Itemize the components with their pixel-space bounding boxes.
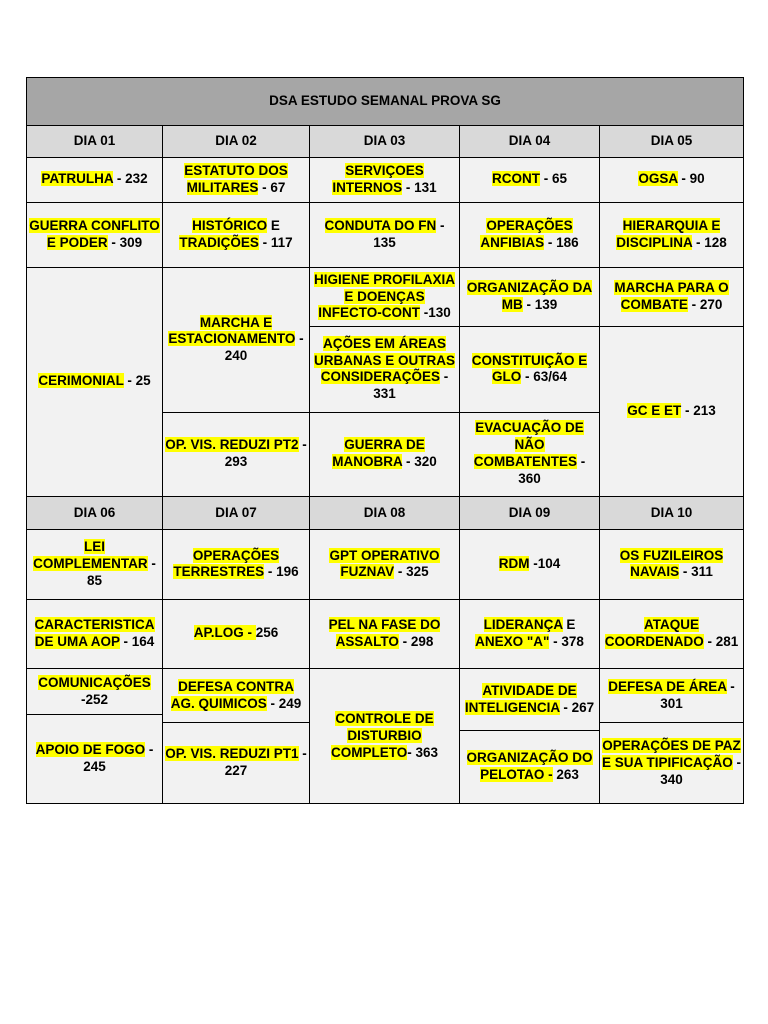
topic-cell: [460, 202, 600, 267]
topic-name: CONDUTA DO FN: [324, 217, 437, 233]
page-number: 256: [255, 625, 279, 641]
page-number: - 85: [86, 556, 156, 588]
topic-cell: [460, 157, 600, 202]
page-number: - 309: [107, 234, 143, 250]
topic-cell: [600, 669, 744, 723]
topic-name: OPERAÇÕES DE PAZ E SUA TIPIFICAÇÃO: [602, 737, 741, 770]
page-number: - 378: [549, 633, 584, 649]
topic-name: RDM: [498, 556, 530, 572]
topic-cell: [163, 669, 310, 723]
page-number: - 131: [402, 179, 437, 195]
topic-cell: [310, 530, 460, 599]
page-number: - 227: [224, 746, 307, 779]
topic-cell: [460, 327, 600, 413]
topic-name: GUERRA DE MANOBRA: [332, 437, 425, 470]
topic-name: HIERARQUIA E DISCIPLINA: [616, 217, 721, 250]
day-01-header: DIA 01: [27, 125, 163, 157]
topic-name: ANEXO "A": [475, 633, 550, 649]
topic-name: AP.LOG -: [193, 625, 256, 641]
page-number: - 186: [544, 234, 579, 250]
page-number: - 128: [692, 234, 727, 250]
page-number: 263: [552, 767, 579, 783]
topic-cell: [460, 669, 600, 731]
topic-cell: [27, 715, 163, 804]
page-number: - 293: [224, 437, 307, 470]
page-number: - 320: [402, 454, 437, 470]
connector-text: E: [267, 217, 280, 233]
topic-name: RCONT: [491, 171, 540, 187]
page-number: -104: [529, 556, 561, 572]
topic-cell: [600, 202, 744, 267]
topic-cell: [27, 267, 163, 496]
topic-name: SERVIÇOES INTERNOS: [332, 162, 424, 195]
day-10-header: DIA 10: [600, 496, 744, 530]
page-number: - 267: [559, 699, 595, 715]
topic-cell: [27, 669, 163, 715]
topic-name: OS FUZILEIROS NAVAIS: [619, 547, 724, 580]
topic-cell: [460, 731, 600, 804]
topic-cell: [460, 412, 600, 496]
page-number: - 213: [681, 402, 716, 418]
connector-text: E: [562, 617, 576, 633]
topic-cell: [27, 599, 163, 668]
topic-cell: [163, 157, 310, 202]
topic-cell: [163, 267, 310, 412]
topic-cell: [310, 327, 460, 413]
topic-name: GUERRA CONFLITO E PODER: [29, 217, 160, 250]
day-07-header: DIA 07: [163, 496, 310, 530]
topic-name: DEFESA DE ÁREA: [608, 678, 727, 694]
page-number: - 270: [687, 297, 723, 312]
topic-name: PATRULHA: [41, 171, 114, 187]
page-number: - 135: [373, 217, 445, 250]
topic-cell: [310, 202, 460, 267]
page-number: - 65: [539, 171, 567, 187]
page-number: -130: [419, 305, 451, 321]
topic-name: LEI COMPLEMENTAR: [33, 539, 148, 572]
topic-name: ORGANIZAÇÃO DO PELOTAO -: [466, 750, 593, 783]
topic-name: CONSTITUIÇÃO E GLO: [471, 352, 588, 385]
topic-name: HISTÓRICO: [192, 217, 268, 233]
page-number: - 311: [679, 564, 713, 580]
topic-name: CARACTERISTICA DE UMA AOP: [34, 617, 155, 649]
topic-cell: [460, 267, 600, 326]
topic-cell: [600, 267, 744, 326]
day-05-header: DIA 05: [600, 125, 744, 157]
topic-name: OP. VIS. REDUZI PT1: [165, 746, 299, 762]
page-number: - 331: [373, 369, 449, 402]
topic-cell: [310, 157, 460, 202]
topic-name: TRADIÇÕES: [179, 234, 259, 250]
topic-cell: [310, 412, 460, 496]
topic-cell: [27, 202, 163, 267]
topic-cell: [600, 599, 744, 668]
topic-name: MARCHA PARA O COMBATE: [614, 280, 729, 312]
topic-cell: [27, 157, 163, 202]
topic-name: CONTROLE DE DISTURBIO COMPLETO: [330, 710, 434, 760]
page-number: - 325: [394, 564, 429, 580]
page-number: - 298: [398, 633, 434, 649]
day-09-header: DIA 09: [460, 496, 600, 530]
page-number: - 67: [258, 179, 286, 195]
schedule-title: DSA ESTUDO SEMANAL PROVA SG: [27, 78, 744, 126]
day-08-header: DIA 08: [310, 496, 460, 530]
topic-cell: [460, 599, 600, 668]
topic-cell: [163, 412, 310, 496]
page-number: - 363: [407, 744, 439, 760]
page-number: - 90: [677, 171, 705, 187]
topic-cell: [310, 599, 460, 668]
topic-name: EVACUAÇÃO DE NÃO COMBATENTES: [473, 420, 584, 470]
topic-name: PEL NA FASE DO ASSALTO: [328, 617, 441, 649]
day-04-header: DIA 04: [460, 125, 600, 157]
topic-name: AÇÕES EM ÁREAS URBANAS E OUTRAS CONSIDERAÇÕES: [313, 335, 455, 385]
topic-name: GC E ET: [627, 402, 682, 418]
topic-cell: [163, 202, 310, 267]
day-06-header: DIA 06: [27, 496, 163, 530]
page-number: - 249: [266, 695, 302, 711]
page-number: - 139: [522, 297, 558, 312]
topic-cell: [163, 599, 310, 668]
topic-name: DEFESA CONTRA AG. QUIMICOS: [170, 678, 294, 711]
page-number: - 301: [660, 678, 735, 711]
topic-cell: [600, 327, 744, 496]
page-number: -252: [80, 691, 109, 707]
topic-name: MARCHA E ESTACIONAMENTO: [168, 314, 296, 347]
page-number: - 196: [264, 564, 299, 580]
page-number: - 164: [119, 633, 155, 649]
topic-cell: [310, 669, 460, 804]
topic-name: ESTATUTO DOS MILITARES: [184, 162, 288, 195]
page-number: - 63/64: [521, 369, 568, 385]
day-02-header: DIA 02: [163, 125, 310, 157]
study-schedule-table: [26, 77, 744, 804]
topic-name: LIDERANÇA: [483, 617, 563, 633]
topic-name: OP. VIS. REDUZI PT2: [165, 437, 299, 453]
topic-name: OPERAÇÕES ANFIBIAS: [480, 217, 573, 250]
topic-name: CERIMONIAL: [38, 373, 124, 389]
page-number: - 340: [660, 754, 742, 787]
topic-cell: [27, 530, 163, 599]
topic-cell: [600, 530, 744, 599]
topic-name: APOIO DE FOGO: [35, 742, 146, 758]
page-number: - 232: [113, 171, 148, 187]
topic-name: ORGANIZAÇÃO DA MB: [466, 280, 593, 312]
topic-name: COMUNICAÇÕES: [38, 674, 151, 690]
page-number: - 25: [123, 373, 151, 389]
topic-name: ATAQUE COORDENADO: [604, 617, 704, 649]
topic-cell: [600, 157, 744, 202]
topic-cell: [163, 723, 310, 804]
topic-cell: [600, 723, 744, 804]
page-number: - 281: [703, 633, 739, 649]
page-number: - 240: [224, 331, 304, 364]
topic-name: GPT OPERATIVO FUZNAV: [329, 547, 440, 580]
topic-name: HIGIENE PROFILAXIA E DOENÇAS INFECTO-CONT: [313, 271, 455, 321]
page-number: - 360: [518, 454, 586, 487]
page-number: - 117: [258, 234, 293, 250]
topic-cell: [460, 530, 600, 599]
topic-name: ATIVIDADE DE INTELIGENCIA: [464, 682, 577, 715]
topic-cell: [163, 530, 310, 599]
topic-cell: [310, 267, 460, 326]
topic-name: OGSA: [638, 171, 678, 187]
page-number: - 245: [83, 742, 154, 775]
topic-name: OPERAÇÕES TERRESTRES: [173, 547, 280, 580]
day-03-header: DIA 03: [310, 125, 460, 157]
